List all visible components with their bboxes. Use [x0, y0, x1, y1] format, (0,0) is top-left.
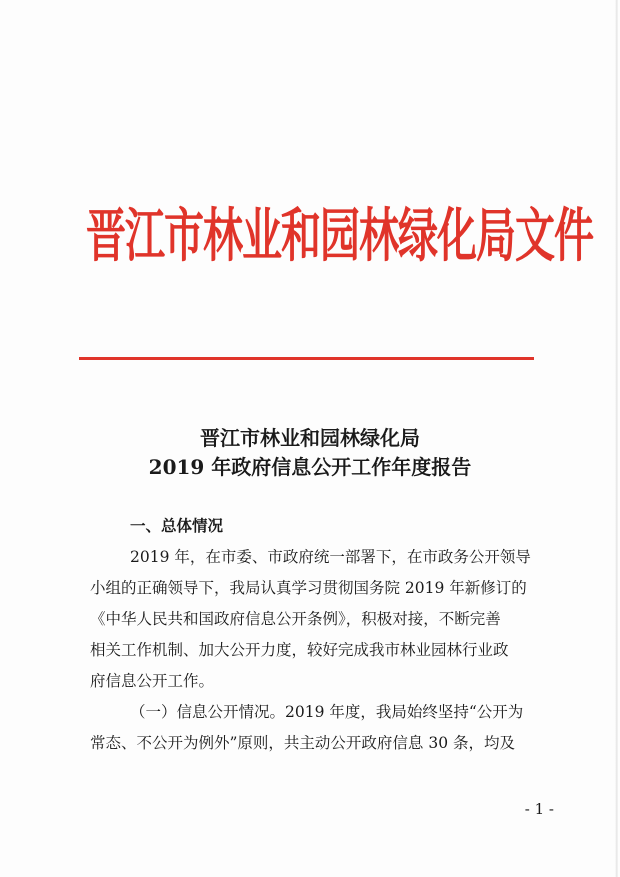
page-edge: [615, 0, 618, 877]
paragraph-overview: [90, 542, 531, 697]
paragraph-line: 《中华人民共和国政府信息公开条例》，积极对接，不断完善: [90, 610, 501, 628]
paragraph-line: 相关工作机制、加大公开力度，较好完成我市林业园林行业政: [90, 641, 509, 659]
red-separator-line: [79, 357, 534, 360]
paragraph-line: （一）信息公开情况。2019 年度，我局始终坚持“公开为: [130, 703, 524, 721]
document-masthead: 晋江市林业和园林绿化局文件: [86, 203, 593, 271]
page-number: - 1 -: [524, 800, 554, 818]
report-title-line-2: 2019 年政府信息公开工作年度报告: [148, 455, 472, 479]
paragraph-line: 府信息公开工作。: [90, 672, 215, 690]
report-title-line-1: 晋江市林业和园林绿化局: [200, 426, 420, 450]
section-heading-overview: 一、总体情况: [130, 517, 224, 535]
paragraph-line: 2019 年，在市委、市政府统一部署下，在市政务公开领导: [130, 548, 531, 566]
paragraph-line: 小组的正确领导下，我局认真学习贯彻国务院 2019 年新修订的: [90, 579, 527, 597]
paragraph-line: 常态、不公开为例外”原则，共主动公开政府信息 30 条，均及: [90, 734, 516, 752]
report-title: [60, 424, 560, 482]
paragraph-disclosure: [90, 697, 523, 759]
